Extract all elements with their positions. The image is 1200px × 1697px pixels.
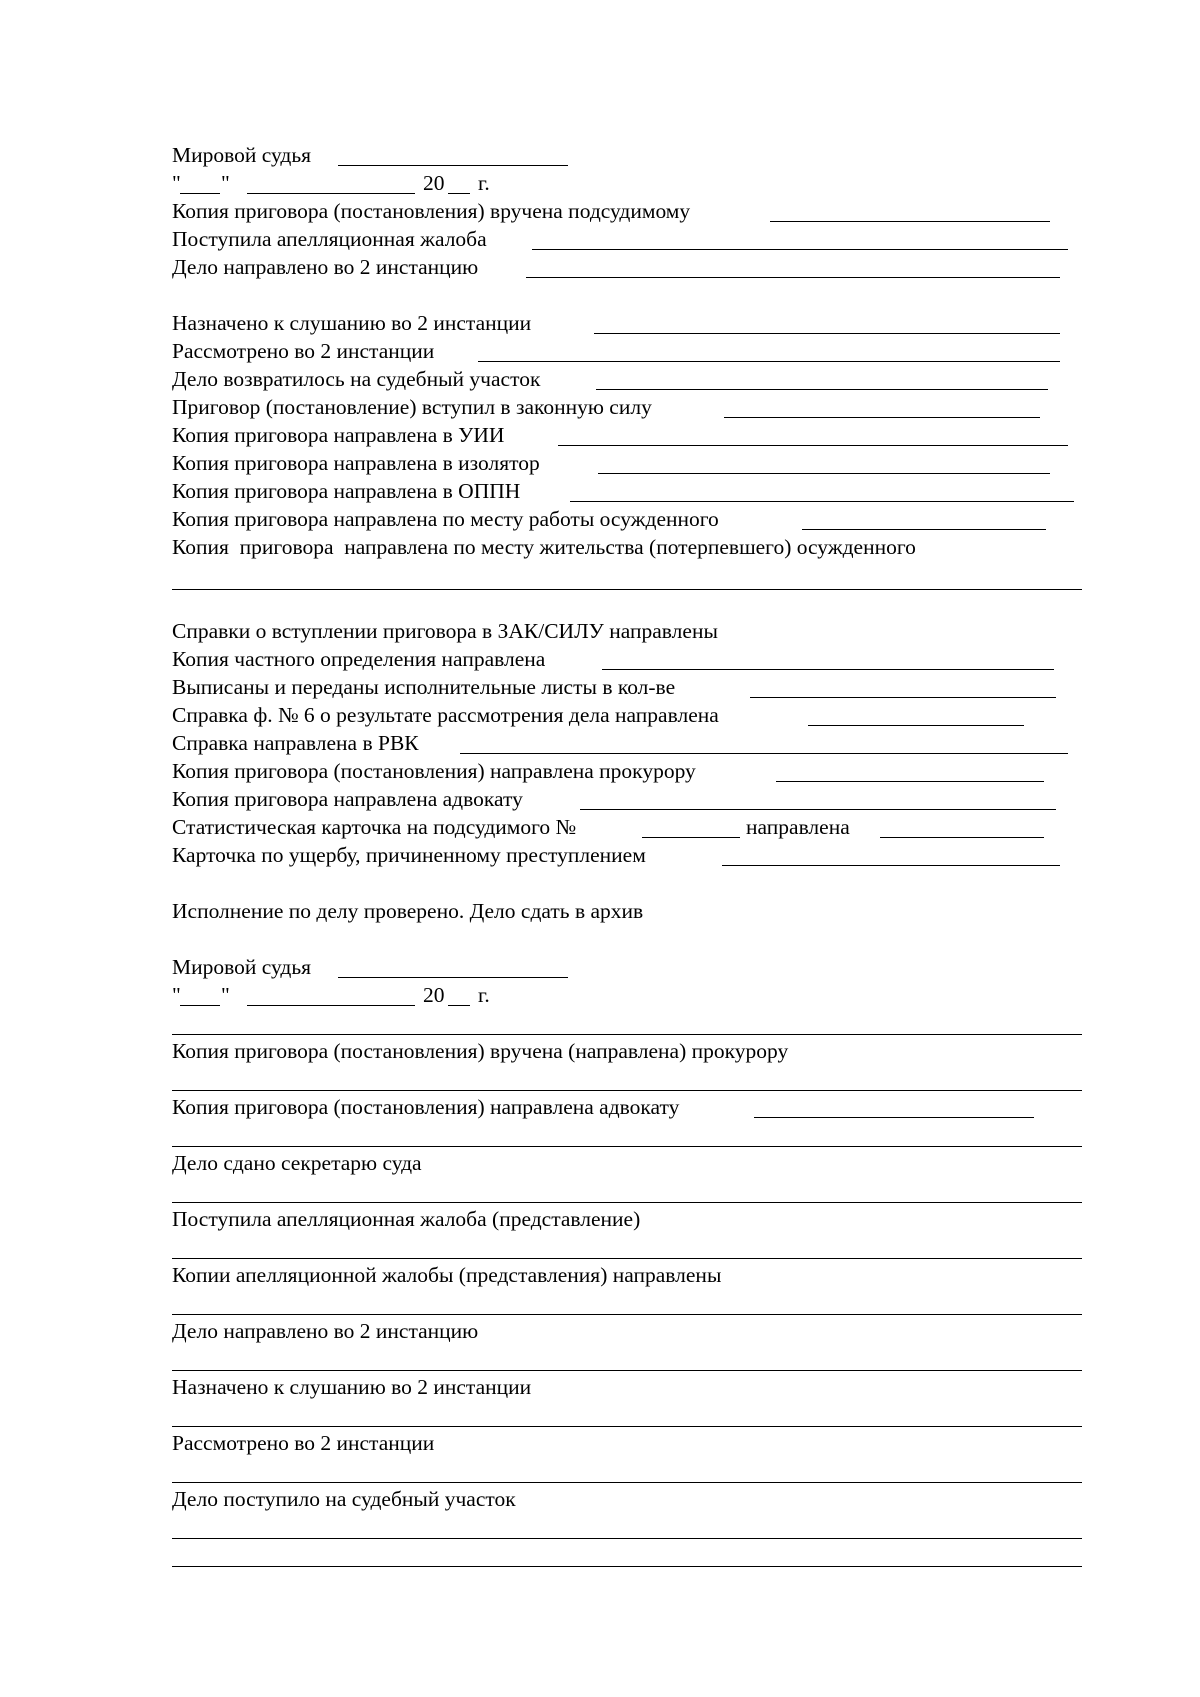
- private-ruling-field[interactable]: [602, 669, 1054, 670]
- date-line-1: " " 20 г.: [172, 171, 490, 195]
- entry-copy-to-lawyer-field[interactable]: [754, 1117, 1034, 1118]
- judge-signature-field[interactable]: [338, 977, 568, 978]
- writs-issued-label: Выписаны и переданы исполнительные листы в кол-ве: [172, 675, 676, 699]
- stat-card-sent-field[interactable]: [880, 837, 1044, 838]
- hearing-scheduled-label: Назначено к слушанию во 2 инстанции: [172, 311, 532, 335]
- copy-to-workplace-field[interactable]: [802, 529, 1046, 530]
- certificates-sent-label: Справки о вступлении приговора в ЗАК/СИЛУ направлены: [172, 619, 718, 643]
- entry-reviewed-2nd-instance-label: Рассмотрено во 2 инстанции: [172, 1431, 435, 1455]
- form-row: [172, 1149, 1072, 1177]
- stat-card-label: Статистическая карточка на подсудимого №: [172, 815, 577, 839]
- form-row: [172, 1261, 1072, 1289]
- copy-to-prosecutor-field[interactable]: [776, 781, 1044, 782]
- judge-signature-line-2: [172, 953, 772, 981]
- form-row: [172, 1429, 1072, 1457]
- copy-handed-to-defendant-field[interactable]: [770, 221, 1050, 222]
- rvk-certificate-field[interactable]: [460, 753, 1068, 754]
- judge-signature-line-1: [172, 141, 772, 169]
- form-row: [172, 309, 1072, 337]
- copy-to-uii-field[interactable]: [558, 445, 1068, 446]
- date-g: г.: [478, 983, 490, 1007]
- form-row: [172, 673, 1072, 701]
- copy-to-uii-label: Копия приговора направлена в УИИ: [172, 423, 505, 447]
- private-ruling-label: Копия частного определения направлена: [172, 647, 546, 671]
- form-row: [172, 701, 1072, 729]
- entry-rule[interactable]: [172, 1202, 1082, 1203]
- copy-to-residence-field[interactable]: [172, 589, 1082, 590]
- entry-copy-to-lawyer-label: Копия приговора (постановления) направлена адвокату: [172, 1095, 680, 1119]
- form6-certificate-label: Справка ф. № 6 о результате рассмотрения дела направлена: [172, 703, 719, 727]
- reviewed-2nd-instance-label: Рассмотрено во 2 инстанции: [172, 339, 435, 363]
- entry-appeal-copies-label: Копии апелляционной жалобы (представления) направлены: [172, 1263, 722, 1287]
- form-row: [172, 421, 1072, 449]
- copy-to-oppn-label: Копия приговора направлена в ОППН: [172, 479, 521, 503]
- form-row: [172, 1093, 1072, 1121]
- judge-label: Мировой судья: [172, 143, 312, 167]
- form-row: [172, 225, 1072, 253]
- form-row: [172, 729, 1082, 757]
- form-row: [172, 1373, 1072, 1401]
- execution-checked-text: Исполнение по делу проверено. Дело сдать в архив: [172, 899, 644, 923]
- form-row: [172, 645, 1072, 673]
- hearing-scheduled-field[interactable]: [594, 333, 1060, 334]
- case-sent-2nd-instance-label: Дело направлено во 2 инстанцию: [172, 255, 479, 279]
- damage-card-label: Карточка по ущербу, причиненному преступлением: [172, 843, 646, 867]
- entry-hearing-scheduled-label: Назначено к слушанию во 2 инстанции: [172, 1375, 532, 1399]
- form-row: [172, 757, 1072, 785]
- form-row: [172, 533, 1082, 561]
- copy-to-prosecutor-label: Копия приговора (постановления) направлена прокурору: [172, 759, 696, 783]
- form-row: [172, 1205, 1072, 1233]
- date-g: г.: [478, 171, 490, 195]
- date-day-field[interactable]: [180, 193, 220, 194]
- entry-sent-2nd-instance-label: Дело направлено во 2 инстанцию: [172, 1319, 479, 1343]
- form-row: [172, 785, 1072, 813]
- form-row: [172, 197, 1052, 225]
- case-returned-label: Дело возвратилось на судебный участок: [172, 367, 541, 391]
- form-row: [172, 477, 1082, 505]
- copy-handed-to-defendant-label: Копия приговора (постановления) вручена подсудимому: [172, 199, 691, 223]
- case-returned-field[interactable]: [596, 389, 1048, 390]
- entry-case-to-secretary-label: Дело сдано секретарю суда: [172, 1151, 422, 1175]
- judge-signature-field[interactable]: [338, 165, 568, 166]
- date-year-field[interactable]: [448, 1005, 470, 1006]
- form-row: [172, 1317, 1072, 1345]
- damage-card-field[interactable]: [722, 865, 1060, 866]
- verdict-effective-label: Приговор (постановление) вступил в законную силу: [172, 395, 652, 419]
- copy-to-residence-label: Копия приговора направлена по месту жительства (потерпевшего) осужденного: [172, 535, 916, 559]
- copy-to-isolator-label: Копия приговора направлена в изолятор: [172, 451, 540, 475]
- entry-case-arrived-label: Дело поступило на судебный участок: [172, 1487, 516, 1511]
- copy-to-workplace-label: Копия приговора направлена по месту работы осужденного: [172, 507, 719, 531]
- form-row: [172, 897, 1072, 925]
- form-row: [172, 393, 1072, 421]
- form-row: [172, 505, 1072, 533]
- date-day-field[interactable]: [180, 1005, 220, 1006]
- form-row: [172, 1485, 1072, 1513]
- entry-rule[interactable]: [172, 1566, 1082, 1567]
- entry-rule[interactable]: [172, 1034, 1082, 1035]
- date-line-2: " " 20 г.: [172, 983, 490, 1007]
- form-row: [172, 841, 1072, 869]
- entry-copy-to-prosecutor-label: Копия приговора (постановления) вручена (направлена) прокурору: [172, 1039, 789, 1063]
- appeal-received-label: Поступила апелляционная жалоба: [172, 227, 487, 251]
- reviewed-2nd-instance-field[interactable]: [478, 361, 1060, 362]
- copy-to-lawyer-field[interactable]: [580, 809, 1056, 810]
- entry-rule[interactable]: [172, 1538, 1082, 1539]
- form-row: [172, 1037, 1072, 1065]
- entry-rule[interactable]: [172, 1146, 1082, 1147]
- stat-card-sent-label: направлена: [746, 815, 850, 839]
- form-row: [172, 253, 1072, 281]
- form-row: [172, 617, 1072, 645]
- entry-rule[interactable]: [172, 1090, 1082, 1091]
- date-year-prefix: 20: [423, 171, 445, 195]
- copy-to-isolator-field[interactable]: [598, 473, 1050, 474]
- copy-to-oppn-field[interactable]: [570, 501, 1074, 502]
- form-row: [172, 337, 1072, 365]
- writs-issued-field[interactable]: [750, 697, 1056, 698]
- form-row: [172, 813, 1072, 841]
- entry-rule[interactable]: [172, 1258, 1082, 1259]
- entry-appeal-received-label: Поступила апелляционная жалоба (представление): [172, 1207, 641, 1231]
- verdict-effective-field[interactable]: [724, 417, 1040, 418]
- date-month-field[interactable]: [247, 193, 415, 194]
- stat-card-number-field[interactable]: [642, 837, 740, 838]
- entry-rule[interactable]: [172, 1426, 1082, 1427]
- entry-rule[interactable]: [172, 1314, 1082, 1315]
- form-row: [172, 365, 1072, 393]
- date-year-prefix: 20: [423, 983, 445, 1007]
- entry-rule[interactable]: [172, 1482, 1082, 1483]
- form6-certificate-field[interactable]: [808, 725, 1024, 726]
- form-row: [172, 449, 1072, 477]
- date-year-field[interactable]: [448, 193, 470, 194]
- appeal-received-field[interactable]: [532, 249, 1068, 250]
- case-sent-2nd-instance-field[interactable]: [526, 277, 1060, 278]
- rvk-certificate-label: Справка направлена в РВК: [172, 731, 419, 755]
- date-month-field[interactable]: [247, 1005, 415, 1006]
- judge-label: Мировой судья: [172, 955, 312, 979]
- entry-rule[interactable]: [172, 1370, 1082, 1371]
- copy-to-lawyer-label: Копия приговора направлена адвокату: [172, 787, 523, 811]
